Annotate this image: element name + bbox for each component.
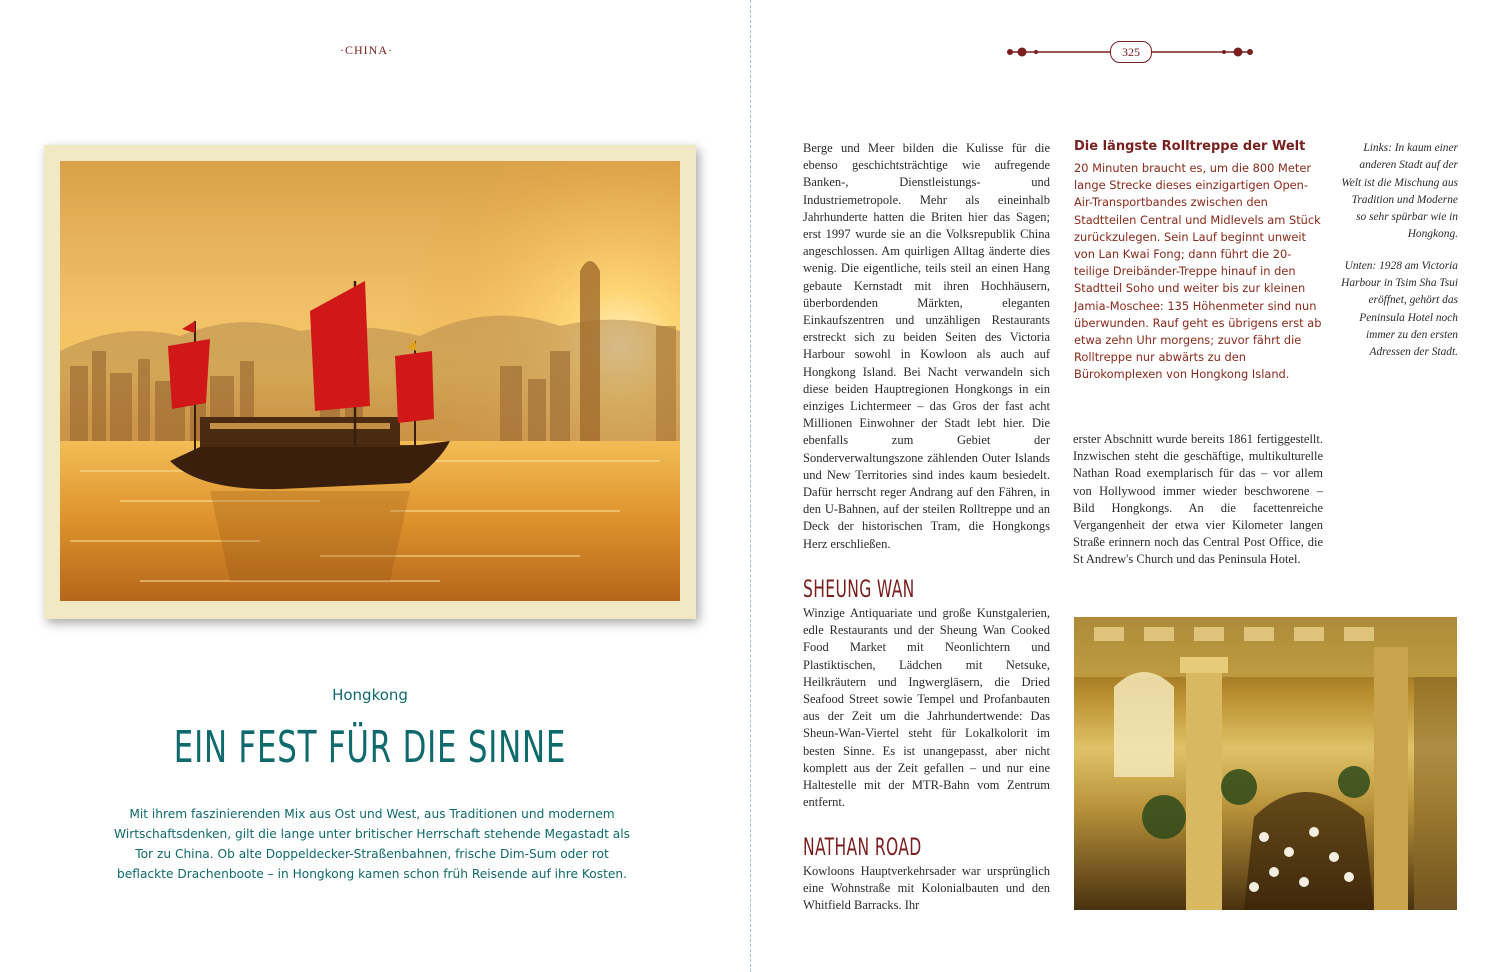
- article-intro: Mit ihrem faszinierenden Mix aus Ost und West, aus Traditionen und modernem Wirtschaftsdenken, gilt die lange unter britischer Herrschaft stehende Megastadt als Tor zu China. Ob alte Doppeldecker-Straßenbahnen, frische Dim-Sum oder rot beflackte Drachenboote – in Hongkong kamen schon früh Reisende auf ihre Kosten.: [114, 807, 630, 881]
- junk-boat-illustration: [60, 161, 680, 601]
- section-text-nathan-road: Kowloons Hauptverkehrsader war ursprünglich eine Wohnstraße mit Kolonialbauten und den Whitfield Barracks. Ihr: [803, 864, 1050, 913]
- section-heading-sheung-wan: SHEUNG WAN: [803, 575, 915, 603]
- page-number: 325: [1110, 41, 1152, 63]
- photo-captions: [1340, 140, 1458, 376]
- running-head: ·CHINA·: [340, 43, 393, 57]
- article-kicker: Hongkong: [332, 686, 408, 704]
- article-title: EIN FEST FÜR DIE SINNE: [173, 722, 567, 773]
- section-text-sheung-wan: Winzige Antiquariate und große Kunstgalerien, edle Restaurants und der Sheung Wan Cooked Food Market mit Neonlichtern und Plastiktischen, Lädchen mit Netsuke, Heilkräutern und Ingwergläsern, die Dried Seafood Street sowie Tempel und Profanbauten aus der Zeit um die Jahrhundertwende: Das Sheun-Wan-Viertel steht für Lokalkolorit im besten Sinne. Es ist unangepasst, aber nicht komplett aus der Zeit gefallen – und nur eine Haltestelle mit der MTR-Bahn vom Zentrum entfernt.: [803, 606, 1050, 810]
- caption-left-photo: Links: In kaum einer anderen Stadt auf der Welt ist die Mischung aus Tradition und Moderne so sehr spürbar wie in Hongkong.: [1341, 142, 1458, 241]
- page-number-ornament: [1000, 40, 1260, 64]
- page-fold-divider: [750, 0, 751, 972]
- photo-junk-boat-sunset: [60, 161, 680, 601]
- hotel-lobby-illustration: [1074, 617, 1457, 910]
- section-heading-nathan-road: NATHAN ROAD: [803, 833, 922, 861]
- caption-bottom-photo: Unten: 1928 am Victoria Harbour in Tsim Sha Tsui eröffnet, gehört das Peninsula Hotel noch immer zu den ersten Adressen der Stadt.: [1341, 259, 1458, 359]
- info-box-text: 20 Minuten braucht es, um die 800 Meter lange Strecke dieses einzigartigen Open-Air-Transportbandes zwischen den Stadtteilen Central und Midlevels am Stück zurückzulegen. Sein Lauf beginnt unweit von Lan Kwai Fong; dann führt die 20-teilige Dreibänder-Treppe hinauf in den Stadtteil Soho und weiter bis zur kleinen Jamia-Moschee: 135 Höhenmeter sind nun überwunden. Rauf geht es übrigens erst ab etwa zehn Uhr morgens; zuvor fährt die Rolltreppe nur abwärts zu den Bürokomplexen von Hongkong Island.: [1074, 161, 1322, 382]
- photo-peninsula-lobby: [1074, 617, 1457, 910]
- body-text-column-1: Berge und Meer bilden die Kulisse für die ebenso geschichtsträchtige wie aufregende Banken-, Dienstleistungs- und Industriemetropole. Mehr als eineinhalb Jahrhunderte hatten die Briten hier das Sagen; erst 1997 wurde sie an die Volksrepublik China angeschlossen. Am quirligen Alltag änderte dies wenig. Die eigentliche, teils steil an einen Hang gebaute Kernstadt mit ihren Hochhäusern, überbordenden Märkten, eleganten Einkaufszentren und unzähligen Restaurants erstreckt sich zu beiden Seiten des Victoria Harbour sowohl in Kowloon als auch auf Hongkong Island. Bei Nacht verwandeln sich diese beiden Hauptregionen Hongkongs in ein einziges Lichtermeer – das Gros der fast acht Millionen Einwohner der Stadt lebt hier. Die ebenfalls zum Gebiet der Sonderverwaltungszone zählenden Outer Islands und New Territories sind indes kaum besiedelt. Dafür herrscht reger Andrang auf den Fähren, in den U-Bahnen, auf der steilen Rolltreppe und an Deck der historischen Tram, die Hongkongs Herz erschließen.: [803, 141, 1050, 551]
- info-box-title: Die längste Rolltreppe der Welt: [1074, 139, 1306, 154]
- body-text-column-2: erster Abschnitt wurde bereits 1861 fertiggestellt. Inzwischen steht die geschäftige, multikulturelle Nathan Road exemplarisch für das – vor allem von Hollywood immer wieder beschworene – Bild Hongkongs. An die facettenreiche Vergangenheit der etwa vier Kilometer langen Straße erinnern noch das Central Post Office, die St Andrew's Church und das Peninsula Hotel.: [1073, 432, 1323, 567]
- photo-frame: [44, 145, 696, 619]
